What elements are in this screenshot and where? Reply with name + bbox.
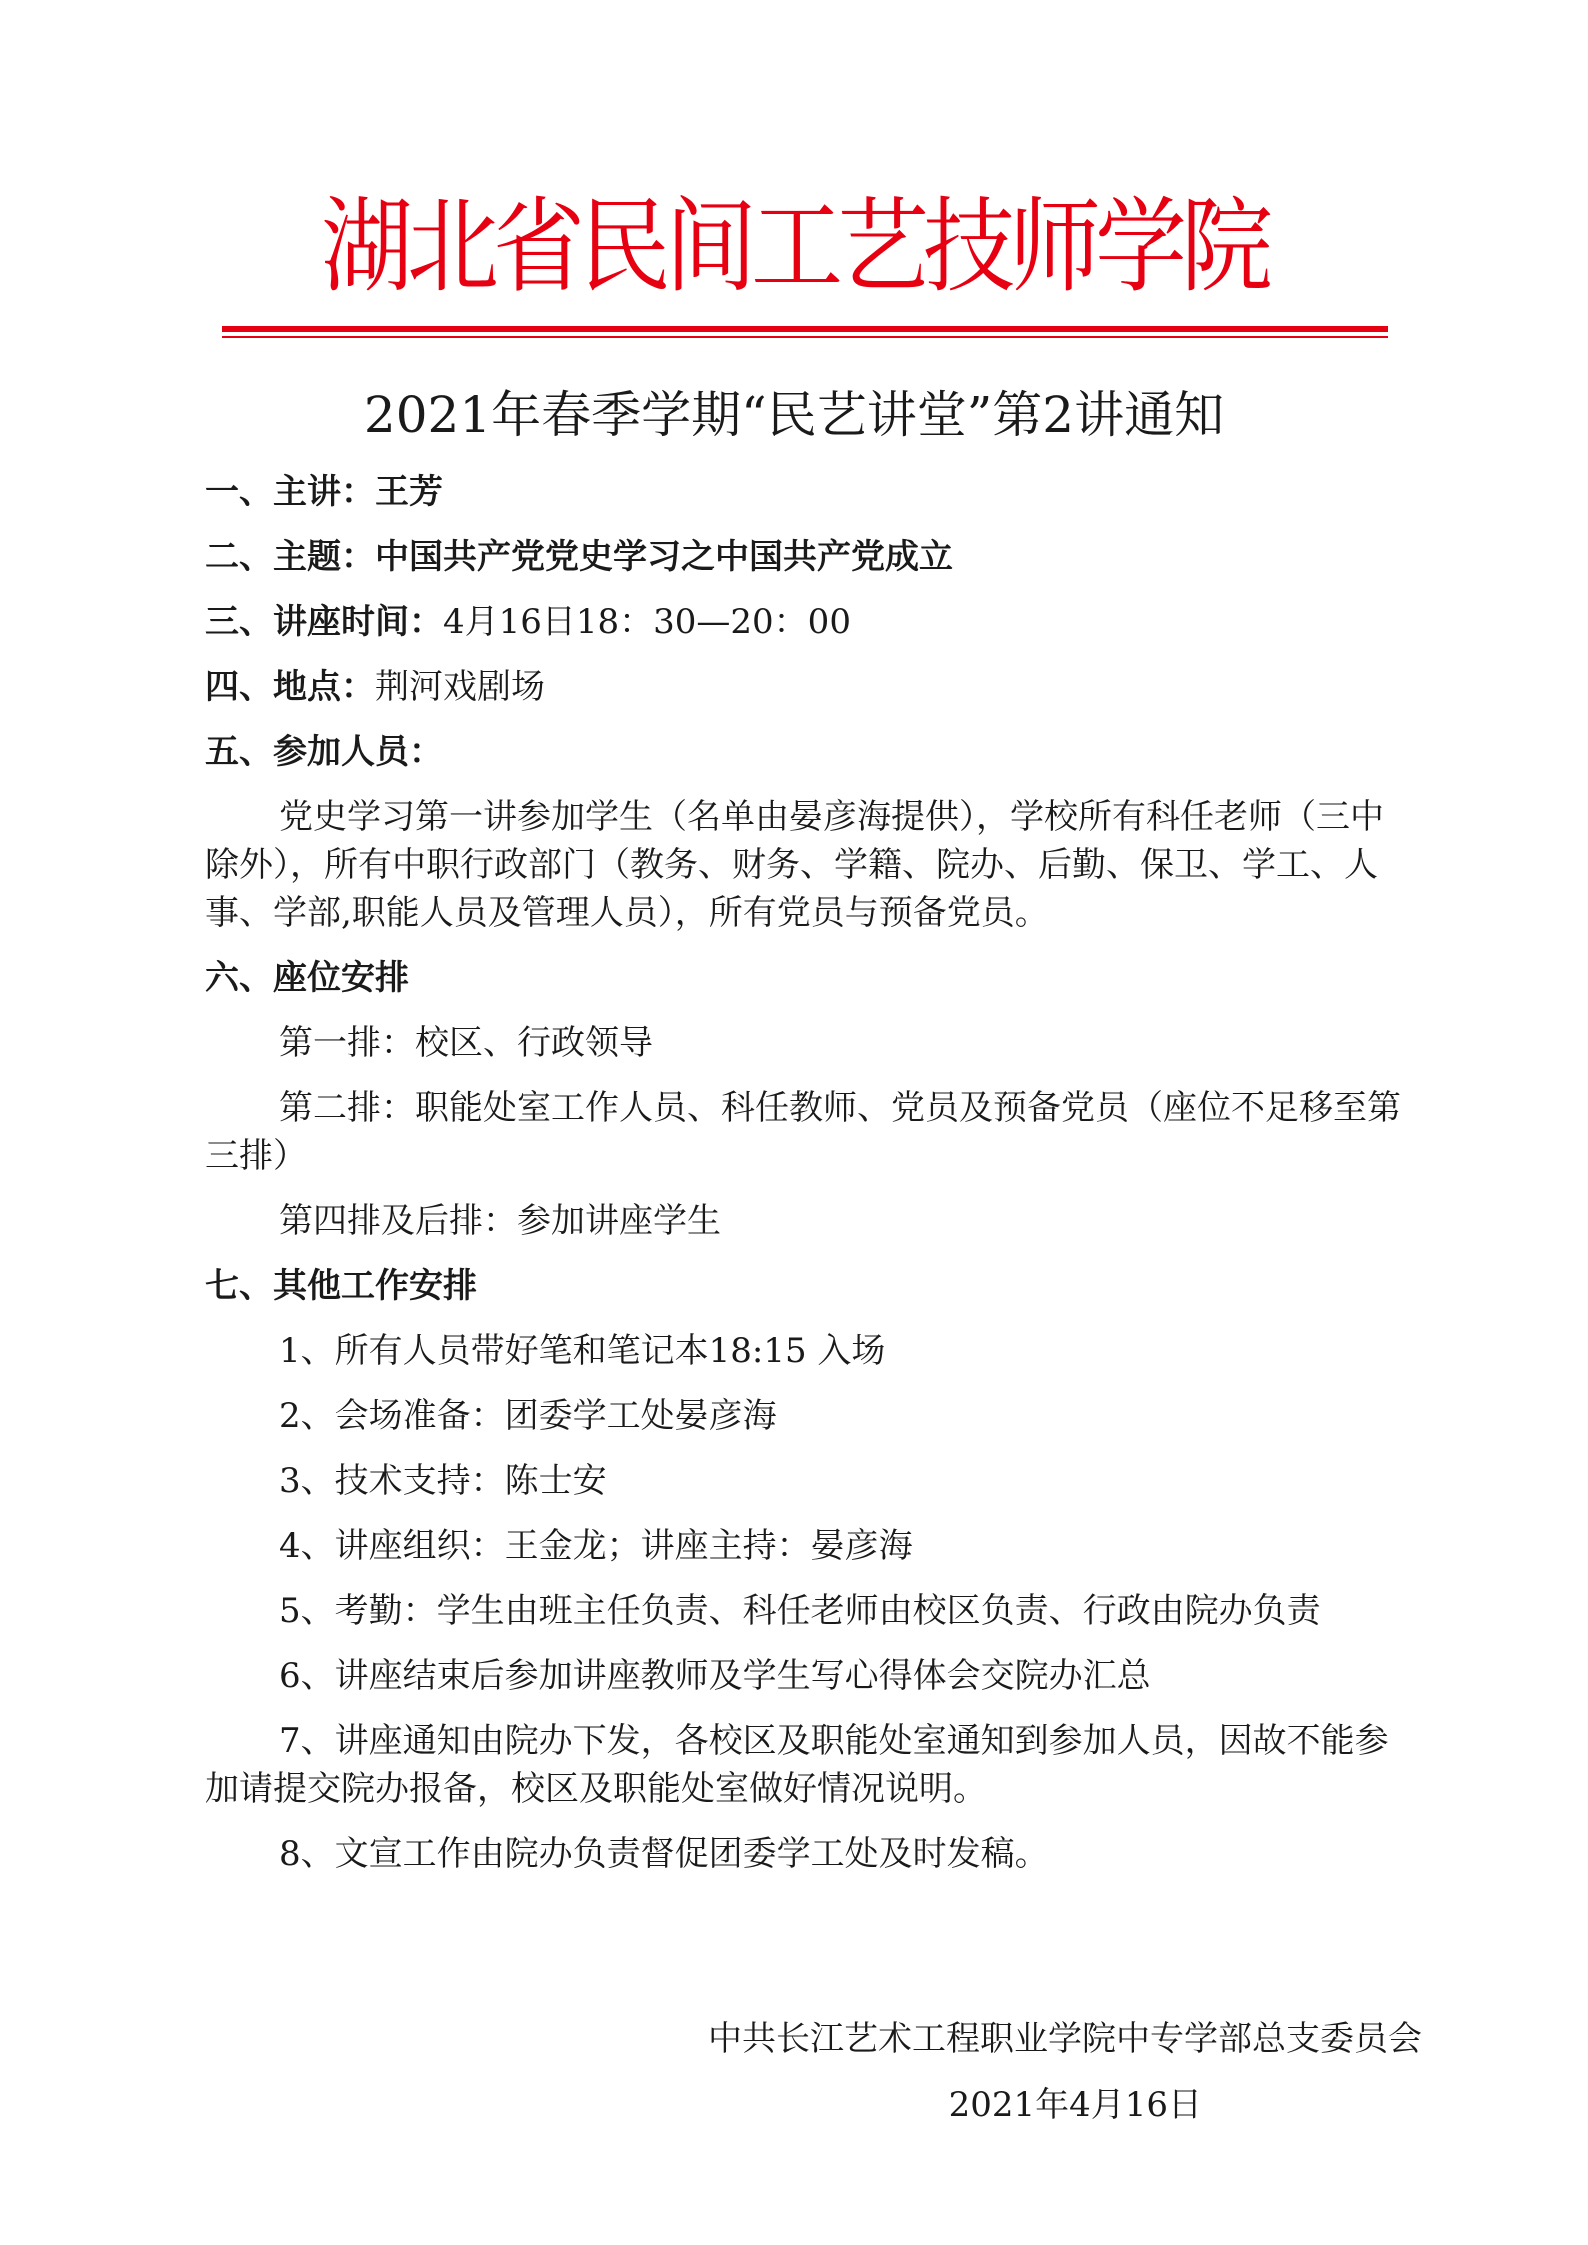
seating-row-3: 第四排及后排：参加讲座学生 [279,1201,721,1241]
arrangement-item-8: 8、文宣工作由院办负责督促团委学工处及时发稿。 [279,1834,1049,1874]
speaker-label: 一、主讲： [205,472,375,512]
topic-line [205,533,1405,581]
notice-body [205,468,1405,1895]
signature-organization: 中共长江艺术工程职业学院中专学部总支委员会 [708,2019,1422,2059]
location-label: 四、地点： [205,667,375,707]
seating-heading: 六、座位安排 [205,958,409,998]
red-header-rule-thin [222,336,1388,338]
arrangement-item-6: 6、讲座结束后参加讲座教师及学生写心得体会交院办汇总 [279,1656,1151,1696]
time-label: 三、讲座时间： [205,602,443,642]
other-arrangements-heading: 七、其他工作安排 [205,1266,477,1306]
seating-row-1: 第一排：校区、行政领导 [279,1023,653,1063]
speaker-value: 王芳 [375,472,443,512]
time-value: 4月16日18：30—20：00 [443,602,851,642]
arrangement-item-7: 7、讲座通知由院办下发，各校区及职能处室通知到参加人员，因故不能参加请提交院办报备，校区及职能处室做好情况说明。 [205,1721,1389,1809]
location-line [205,663,1405,711]
topic-label: 二、主题： [205,537,375,577]
red-header-rule-thick [222,326,1388,332]
speaker-line [205,468,1405,516]
arrangement-item-2: 2、会场准备：团委学工处晏彦海 [279,1396,777,1436]
notice-title: 2021年春季学期“民艺讲堂”第2讲通知 [363,386,1225,444]
arrangement-item-5: 5、考勤：学生由班主任负责、科任老师由校区负责、行政由院办负责 [279,1591,1321,1631]
location-value: 荆河戏剧场 [375,667,545,707]
arrangement-item-1: 1、所有人员带好笔和笔记本18:15 入场 [279,1331,886,1371]
arrangement-item-3: 3、技术支持：陈士安 [279,1461,607,1501]
seating-row-2: 第二排：职能处室工作人员、科任教师、党员及预备党员（座位不足移至第三排） [205,1088,1401,1176]
participants-heading: 五、参加人员： [205,732,443,772]
time-line [205,598,1405,646]
institution-masthead: 湖北省民间工艺技师学院 [320,186,1267,307]
arrangement-item-4: 4、讲座组织：王金龙；讲座主持：晏彦海 [279,1526,913,1566]
participants-text: 党史学习第一讲参加学生（名单由晏彦海提供），学校所有科任老师（三中除外），所有中职行政部门（教务、财务、学籍、院办、后勤、保卫、学工、人事、学部,职能人员及管理人员），所有党员与预备党员。 [205,797,1384,933]
topic-value: 中国共产党党史学习之中国共产党成立 [375,537,953,577]
signature-date: 2021年4月16日 [948,2085,1202,2125]
